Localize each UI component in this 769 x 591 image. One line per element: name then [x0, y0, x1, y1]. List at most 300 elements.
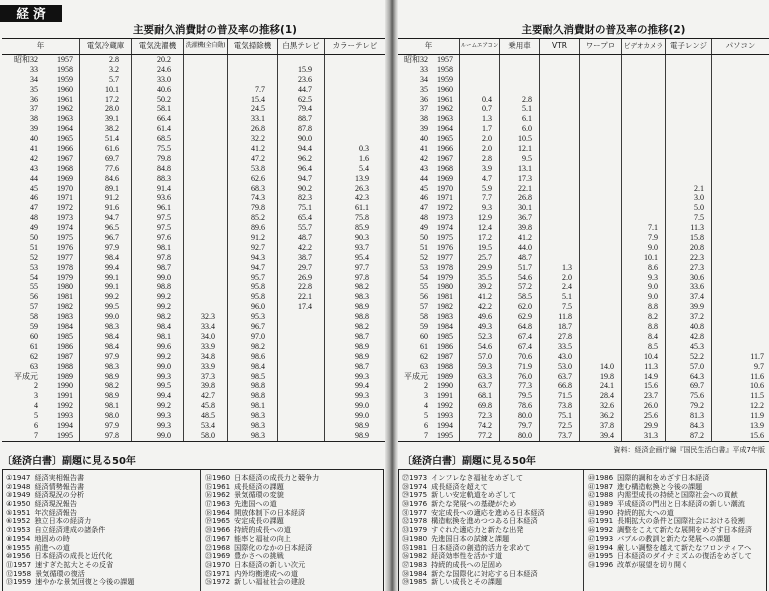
value-cell: 76.0: [500, 372, 540, 382]
item-year: 1985: [409, 577, 428, 586]
era-cell: 63: [30, 361, 38, 371]
era-cell: 40: [420, 134, 428, 144]
value-cell: 20.8: [666, 243, 712, 253]
value-cell: [580, 282, 622, 292]
value-cell: 94.3: [228, 253, 278, 263]
value-cell: 98.3: [80, 362, 132, 372]
value-cell: 96.4: [278, 164, 325, 174]
item-subtitle: 厳しい調整を越えて新たなフロンティアへ: [617, 542, 752, 552]
item-subtitle: 能率と福祉の向上: [234, 533, 291, 543]
item-number: ㉙: [402, 490, 410, 500]
item-subtitle: 景気循環の復活: [35, 568, 85, 578]
table-row: [398, 223, 769, 233]
item-number: ⑯: [205, 490, 213, 500]
era-cell: 2: [424, 381, 428, 391]
value-cell: 99.3: [132, 421, 184, 431]
table-row: [2, 421, 385, 431]
value-cell: 8.2: [622, 312, 666, 322]
era-cell: 5: [34, 411, 38, 421]
value-cell: 12.4: [460, 223, 500, 233]
item-year: 1974: [409, 481, 428, 491]
value-cell: 5.4: [359, 163, 369, 173]
value-cell: 69.7: [80, 154, 132, 164]
year-column-header: 年: [2, 39, 80, 54]
value-cell: [580, 85, 622, 95]
value-cell: [712, 104, 769, 114]
value-cell: [580, 223, 622, 233]
value-cell: 45.3: [666, 342, 712, 352]
value-cell: 40.8: [666, 322, 712, 332]
value-cell: 54.6: [500, 273, 540, 283]
item-year: 1967: [212, 533, 231, 543]
value-cell: [278, 362, 325, 372]
era-cell: 34: [420, 74, 428, 84]
value-cell: [712, 312, 769, 322]
value-cell: 14.0: [580, 362, 622, 372]
item-year: 1955: [12, 542, 31, 552]
value-cell: 99.0: [80, 312, 132, 322]
value-cell: 13.1: [500, 164, 540, 174]
value-cell: [622, 193, 666, 203]
value-cell: [580, 124, 622, 134]
item-year: 1959: [13, 577, 32, 586]
value-cell: [540, 85, 580, 95]
value-cell: 71.9: [500, 362, 540, 372]
value-cell: 42.8: [666, 332, 712, 342]
value-cell: [278, 411, 325, 421]
year-cell: 1976: [430, 243, 460, 253]
year-cell: 1988: [40, 362, 80, 372]
item-number: ㊸: [588, 499, 596, 508]
value-cell: 64.8: [500, 322, 540, 332]
value-cell: [540, 164, 580, 174]
value-cell: [228, 65, 278, 75]
value-cell: 9.7: [754, 361, 764, 371]
value-cell: 84.8: [132, 164, 184, 174]
value-cell: [540, 124, 580, 134]
year-cell: 1991: [40, 391, 80, 401]
year-cell: 1982: [40, 302, 80, 312]
item-year: 1956: [12, 551, 31, 560]
era-cell: 52: [420, 252, 428, 262]
subtitle-item: [6, 473, 200, 482]
subtitle-item: [402, 516, 583, 525]
year-cell: 1973: [430, 213, 460, 223]
value-cell: 98.9: [355, 351, 369, 361]
value-cell: 45.8: [184, 401, 228, 411]
value-cell: 52.2: [666, 352, 712, 362]
table-row: [2, 213, 385, 223]
table-title: 主要耐久消費財の普及率の推移(1): [133, 24, 297, 36]
year-cell: 1994: [40, 421, 80, 431]
year-cell: 1994: [430, 421, 460, 431]
year-cell: 1987: [430, 352, 460, 362]
value-cell: [540, 253, 580, 263]
value-cell: 24.6: [132, 65, 184, 75]
value-cell: 99.3: [132, 372, 184, 382]
table-title: 主要耐久消費財の普及率の推移(2): [521, 24, 686, 36]
item-subtitle: 内需型成長の持続と国際社会への貢献: [617, 490, 738, 500]
value-cell: 98.7: [355, 361, 369, 371]
item-year: 1960: [212, 473, 231, 482]
year-cell: 1981: [40, 292, 80, 302]
value-cell: 8.8: [622, 322, 666, 332]
value-cell: 78.6: [500, 401, 540, 411]
item-number: ⑧: [6, 533, 13, 543]
value-cell: 10.1: [622, 253, 666, 263]
year-cell: 1976: [40, 243, 80, 253]
value-cell: 91.2: [228, 233, 278, 243]
item-subtitle: 長期拡大の条件と国際社会における役割: [617, 516, 745, 526]
value-cell: 73.8: [540, 401, 580, 411]
table-row: [398, 312, 769, 322]
value-cell: [278, 352, 325, 362]
value-cell: 97.9: [80, 352, 132, 362]
value-cell: 33.4: [184, 322, 228, 332]
subtitle-item: [588, 516, 766, 525]
value-cell: 66.4: [132, 114, 184, 124]
value-cell: [184, 174, 228, 184]
value-cell: 97.7: [355, 262, 369, 272]
item-subtitle: 成長経済を超えて: [431, 481, 488, 491]
era-cell: 昭和32: [14, 55, 38, 64]
era-cell: 55: [30, 282, 38, 292]
subtitle-item: [6, 508, 200, 517]
right-page: [396, 0, 769, 591]
table-row: [398, 372, 769, 382]
value-cell: 1.6: [359, 153, 369, 163]
item-year: 1966: [212, 525, 231, 534]
value-cell: [184, 65, 228, 75]
value-cell: 15.9: [278, 65, 325, 75]
value-cell: 34.8: [184, 352, 228, 362]
value-cell: 28.4: [580, 391, 622, 401]
subtitle-item: [6, 569, 200, 578]
year-cell: 1968: [40, 164, 80, 174]
item-year: 1980: [409, 533, 428, 543]
item-subtitle: 日本経済の成長と近代化: [34, 551, 113, 560]
value-cell: 87.8: [278, 124, 325, 134]
item-subtitle: 日本経済の新しい次元: [234, 559, 306, 569]
item-number: ⑰: [205, 499, 213, 508]
value-cell: 36.2: [580, 411, 622, 421]
year-cell: 1983: [430, 312, 460, 322]
value-cell: 42.7: [184, 391, 228, 401]
value-cell: 74.2: [460, 421, 500, 431]
era-cell: 4: [424, 401, 428, 411]
value-cell: 10.1: [80, 85, 132, 95]
table-row: [2, 223, 385, 233]
era-cell: 54: [30, 272, 38, 282]
item-year: 1950: [12, 499, 31, 508]
value-cell: 28.0: [80, 104, 132, 114]
value-cell: 84.6: [80, 174, 132, 184]
era-cell: 61: [420, 341, 428, 351]
value-cell: 3.2: [80, 65, 132, 75]
value-cell: 40.6: [132, 85, 184, 95]
value-cell: 98.1: [132, 332, 184, 342]
value-cell: [580, 253, 622, 263]
table-row: [398, 282, 769, 292]
value-cell: 32.2: [228, 134, 278, 144]
item-subtitle: 新たな発展への基礎がため: [431, 499, 517, 508]
era-cell: 61: [30, 341, 38, 351]
column-header: 白黒テレビ: [278, 39, 325, 54]
item-subtitle: 独立日本の経済力: [34, 516, 92, 526]
value-cell: 26.8: [500, 193, 540, 203]
value-cell: [622, 174, 666, 184]
item-number: ⑭: [205, 473, 213, 482]
item-year: 1994: [595, 542, 614, 552]
subtitle-item: [205, 525, 383, 534]
year-cell: 1987: [40, 352, 80, 362]
table-row: [2, 184, 385, 194]
value-cell: [184, 253, 228, 263]
item-year: 1979: [409, 525, 428, 534]
item-subtitle: すぐれた適応力と新たな出発: [431, 525, 524, 534]
year-cell: 1993: [430, 411, 460, 421]
item-number: ㊻: [588, 525, 596, 534]
year-cell: 1958: [430, 65, 460, 75]
value-cell: 93.7: [355, 242, 369, 252]
era-cell: 46: [420, 193, 428, 203]
value-cell: [666, 144, 712, 154]
value-cell: 98.7: [132, 263, 184, 273]
value-cell: 50.2: [132, 95, 184, 105]
value-cell: 42.2: [278, 243, 325, 253]
table-row: [2, 401, 385, 411]
value-cell: [622, 154, 666, 164]
table-row: [398, 95, 769, 105]
value-cell: 97.5: [132, 213, 184, 223]
value-cell: [540, 55, 580, 65]
value-cell: [184, 203, 228, 213]
item-number: ⑦: [6, 525, 13, 534]
value-cell: 3.9: [460, 164, 500, 174]
value-cell: [184, 233, 228, 243]
value-cell: 98.8: [132, 282, 184, 292]
subtitle-item: [6, 577, 200, 586]
value-cell: 66.8: [540, 381, 580, 391]
value-cell: 9.0: [622, 292, 666, 302]
white-paper-subtitle-list: [2, 469, 384, 591]
value-cell: [712, 253, 769, 263]
item-subtitle: 先進国への道: [234, 499, 277, 508]
value-cell: 99.0: [355, 411, 369, 421]
white-paper-heading: 〔経済白書〕副題に見る50年: [402, 456, 536, 467]
value-cell: [580, 263, 622, 273]
value-cell: [580, 104, 622, 114]
value-cell: 20.2: [132, 55, 184, 65]
value-cell: 39.8: [500, 223, 540, 233]
year-cell: 1966: [430, 144, 460, 154]
subtitle-item: [588, 534, 766, 543]
era-cell: 50: [30, 233, 38, 243]
subtitle-item: [402, 560, 583, 569]
item-subtitle: 日本経済の成長力と競争力: [234, 473, 320, 482]
table-row: [398, 154, 769, 164]
item-number: ㉟: [402, 542, 410, 552]
era-cell: 7: [34, 430, 38, 440]
value-cell: 37.4: [666, 292, 712, 302]
year-cell: 1980: [40, 282, 80, 292]
value-cell: 98.4: [80, 332, 132, 342]
value-cell: [540, 154, 580, 164]
value-cell: [325, 124, 385, 134]
value-cell: 53.0: [540, 362, 580, 372]
item-subtitle: 日本経済の創造的活力を求めて: [431, 542, 531, 552]
value-cell: [622, 65, 666, 75]
table-row: [398, 164, 769, 174]
value-cell: 98.2: [80, 381, 132, 391]
value-cell: 10.4: [622, 352, 666, 362]
value-cell: 36.7: [500, 213, 540, 223]
item-year: 1948: [12, 481, 31, 491]
value-cell: 91.6: [80, 203, 132, 213]
item-year: 1983: [409, 559, 428, 569]
item-number: ⑪: [6, 559, 14, 569]
value-cell: 37.3: [184, 372, 228, 382]
table-row: [398, 302, 769, 312]
era-cell: 33: [420, 64, 428, 74]
item-year: 1996: [595, 559, 614, 569]
value-cell: 2.8: [500, 95, 540, 105]
value-cell: [325, 85, 385, 95]
value-cell: [460, 55, 500, 65]
value-cell: 7.7: [460, 193, 500, 203]
source-note: 資料：経済企画庁編『国民生活白書』平成7年版: [613, 446, 765, 454]
value-cell: 26.8: [228, 124, 278, 134]
item-number: ㊲: [402, 559, 410, 569]
era-cell: 60: [420, 331, 428, 341]
value-cell: 2.0: [460, 144, 500, 154]
value-cell: 57.0: [460, 352, 500, 362]
value-cell: 7.9: [622, 233, 666, 243]
value-cell: [278, 342, 325, 352]
item-subtitle: 前進への道: [34, 542, 70, 552]
subtitle-item: [402, 551, 583, 560]
table-row: [398, 332, 769, 342]
value-cell: [325, 114, 385, 124]
item-number: ⑳: [205, 525, 213, 534]
value-cell: 32.6: [580, 401, 622, 411]
era-cell: 41: [420, 144, 428, 154]
value-cell: 49.6: [460, 312, 500, 322]
year-cell: 1988: [430, 362, 460, 372]
table-row: [2, 95, 385, 105]
table-row: [2, 391, 385, 401]
value-cell: 29.7: [278, 263, 325, 273]
era-cell: 52: [30, 252, 38, 262]
item-number: ㊾: [588, 551, 596, 560]
item-subtitle: 持続的拡大への道: [617, 507, 674, 517]
value-cell: 9.0: [622, 282, 666, 292]
value-cell: 63.7: [540, 372, 580, 382]
value-cell: 48.5: [184, 411, 228, 421]
item-subtitle: インフレなき福祉をめざして: [431, 473, 524, 482]
value-cell: [712, 114, 769, 124]
subtitle-item: [588, 490, 766, 499]
value-cell: 48.7: [278, 233, 325, 243]
value-cell: [666, 55, 712, 65]
value-cell: 2.1: [666, 184, 712, 194]
value-cell: [712, 174, 769, 184]
value-cell: 43.0: [540, 352, 580, 362]
table-row: [2, 431, 385, 441]
era-cell: 58: [420, 312, 428, 322]
item-year: 1951: [12, 507, 31, 517]
durables-table-2: [398, 38, 769, 442]
value-cell: 99.0: [132, 431, 184, 441]
table-row: [2, 381, 385, 391]
item-number: ⑮: [205, 481, 213, 491]
value-cell: 11.8: [540, 312, 580, 322]
value-cell: [580, 134, 622, 144]
value-cell: 9.5: [500, 154, 540, 164]
table-header-row: [398, 38, 769, 55]
item-subtitle: 景気循環の変貌: [234, 490, 284, 500]
value-cell: 99.2: [132, 401, 184, 411]
value-cell: [184, 193, 228, 203]
value-cell: [712, 243, 769, 253]
era-cell: 48: [420, 213, 428, 223]
value-cell: [666, 164, 712, 174]
subtitle-item: [205, 543, 383, 552]
era-cell: 42: [30, 153, 38, 163]
item-number: ㉝: [402, 525, 410, 534]
value-cell: 23.6: [278, 75, 325, 85]
year-cell: 1961: [40, 95, 80, 105]
year-cell: 1971: [40, 193, 80, 203]
item-year: 1972: [212, 577, 231, 586]
table-row: [2, 174, 385, 184]
value-cell: 98.1: [228, 401, 278, 411]
item-number: ㊺: [588, 516, 596, 526]
year-cell: 1991: [430, 391, 460, 401]
subtitle-item: [205, 490, 383, 499]
value-cell: [712, 263, 769, 273]
value-cell: 99.3: [355, 371, 369, 381]
value-cell: 95.3: [228, 312, 278, 322]
value-cell: 10.6: [750, 381, 764, 391]
era-cell: 49: [30, 223, 38, 233]
value-cell: [540, 95, 580, 105]
value-cell: 52.3: [460, 332, 500, 342]
value-cell: [580, 193, 622, 203]
year-cell: 1963: [430, 114, 460, 124]
value-cell: 89.6: [228, 223, 278, 233]
value-cell: [712, 154, 769, 164]
value-cell: [580, 75, 622, 85]
year-cell: 1964: [430, 124, 460, 134]
subtitle-item: [402, 525, 583, 534]
value-cell: [712, 322, 769, 332]
value-cell: [666, 114, 712, 124]
value-cell: [666, 95, 712, 105]
value-cell: [540, 233, 580, 243]
item-year: 1957: [13, 559, 32, 569]
value-cell: 96.7: [228, 322, 278, 332]
item-year: 1947: [12, 473, 31, 482]
item-year: 1989: [595, 499, 614, 508]
era-cell: 58: [30, 312, 38, 322]
era-cell: 40: [30, 134, 38, 144]
table-row: [398, 233, 769, 243]
item-subtitle: バブルの教訓と新たな発展への課題: [617, 533, 731, 543]
value-cell: 98.7: [355, 331, 369, 341]
table-row: [398, 352, 769, 362]
subtitle-item: [6, 560, 200, 569]
